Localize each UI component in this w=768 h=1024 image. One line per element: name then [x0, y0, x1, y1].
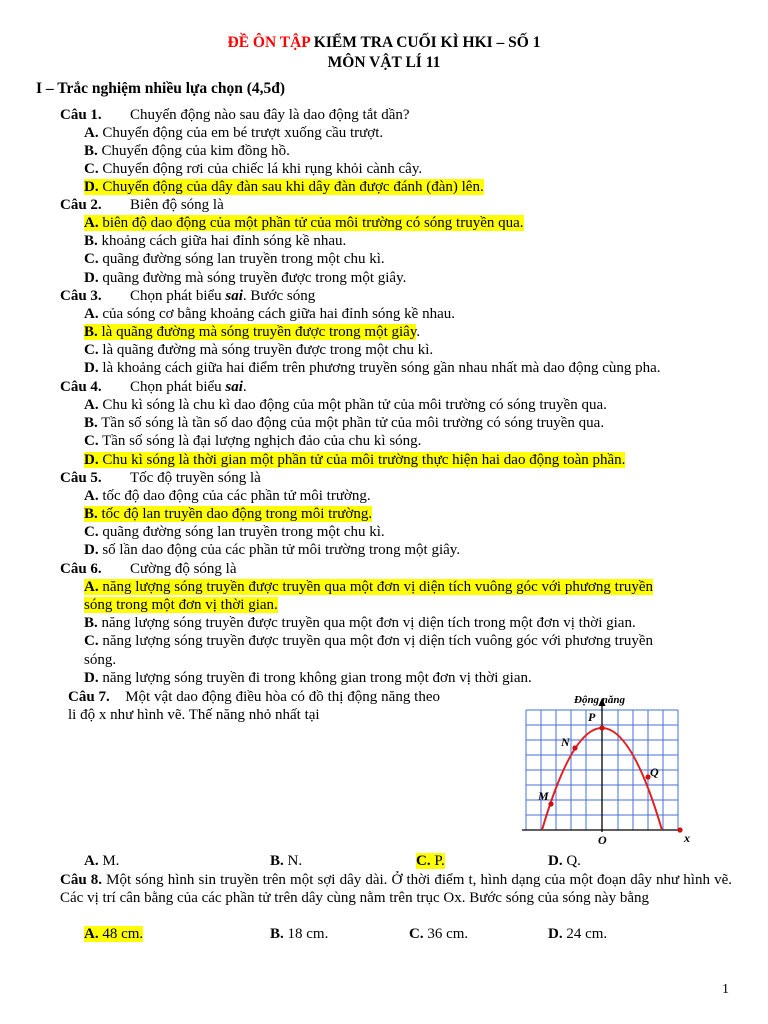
q7-option-c: C. P. — [416, 853, 445, 869]
q8-option-a: A. 48 cm. — [84, 926, 144, 942]
label-n: N — [561, 735, 570, 749]
q3-option-a: A. của sóng cơ bằng khoảng cách giữa hai đỉnh sóng kề nhau. — [84, 306, 455, 322]
q2-option-d: D. quãng đường mà sóng truyền được trong một giây. — [84, 270, 407, 286]
q5-option-d: D. số lần dao động của các phần tử môi trường trong một giây. — [84, 542, 461, 558]
q7-option-d: D. Q. — [548, 853, 581, 869]
q2-option-c: C. quãng đường sóng lan truyền trong một chu kì. — [84, 251, 385, 267]
q4-option-d: D. Chu kì sóng là thời gian một phần tử của môi trường thực hiện hai dao động toàn phần. — [84, 452, 626, 468]
question-text: Tốc độ truyền sóng là — [130, 470, 261, 486]
q8-option-d: D. 24 cm. — [548, 926, 608, 942]
q6-option-c: C. năng lượng sóng truyền được truyền qua một đơn vị diện tích vuông góc với phương truyền — [84, 633, 653, 649]
q6-option-c-cont: sóng. — [84, 652, 117, 668]
question-1 — [60, 106, 410, 124]
question-text: Một sóng hình sin truyền trên một sợi dây dài. Ở thời điểm t, hình dạng của một đoạn dây như hình vẽ. Các vị trí cân bằng của các phần tử trên dây cùng nằm trên trục Ox. Bước sóng của sóng này bằng — [60, 872, 732, 906]
question-number: Câu 8. — [60, 872, 103, 888]
x-axis-end-marker — [677, 827, 682, 832]
q4-option-c: C. Tần số sóng là đại lượng nghịch đảo của chu kì sóng. — [84, 433, 422, 449]
exam-title-rest: KIỂM TRA CUỐI KÌ HKI – SỐ 1 — [309, 34, 541, 51]
q2-option-a: A. biên độ dao động của một phần tử của môi trường có sóng truyền qua. — [84, 215, 524, 231]
question-number: Câu 2. — [60, 197, 102, 213]
point-p-marker — [599, 725, 604, 730]
graph-ylabel: Động năng — [574, 694, 626, 706]
q8-option-c: C. 36 cm. — [409, 926, 469, 942]
question-text: Một vật dao động điều hòa có đồ thị động năng theo li độ x như hình vẽ. Thế năng nhỏ nhất tại — [68, 689, 440, 723]
question-7 — [68, 688, 440, 724]
label-m: M — [538, 789, 549, 803]
q1-option-d: D. Chuyển động của dây đàn sau khi dây đàn được đánh (đàn) lên. — [84, 179, 484, 195]
question-text: Chuyển động nào sau đây là dao động tắt dần? — [130, 107, 410, 123]
q7-option-a: A. M. — [84, 853, 120, 869]
label-p: P — [588, 710, 596, 724]
q3-option-d: D. là khoảng cách giữa hai điểm trên phương truyền sóng gần nhau nhất mà dao động cùng pha. — [84, 360, 661, 376]
exam-subtitle: MÔN VẬT LÍ 11 — [327, 54, 441, 71]
q5-option-b: B. tốc độ lan truyền dao động trong môi trường. — [84, 506, 373, 522]
section-title: I – Trắc nghiệm nhiều lựa chọn (4,5đ) — [36, 80, 286, 97]
point-n-marker — [572, 745, 577, 750]
question-number: Câu 6. — [60, 561, 102, 577]
q2-option-b: B. khoảng cách giữa hai đỉnh sóng kề nhau. — [84, 233, 347, 249]
question-4: Câu 4. Chọn phát biểu sai. — [60, 379, 247, 395]
label-origin: O — [598, 833, 607, 847]
q1-option-c: C. Chuyển động rơi của chiếc lá khi rụng khỏi cành cây. — [84, 161, 423, 177]
question-number: Câu 4. — [60, 379, 102, 395]
q6-option-a: A. năng lượng sóng truyền được truyền qua một đơn vị diện tích vuông góc với phương truyền — [84, 579, 653, 595]
question-8 — [60, 871, 732, 907]
question-3: Câu 3. Chọn phát biểu sai. Bước sóng — [60, 288, 316, 304]
question-number: Câu 5. — [60, 470, 102, 486]
graph-xlabel: x — [684, 831, 690, 845]
q3-option-b: B. là quãng đường mà sóng truyền được trong một giây. — [84, 324, 421, 340]
question-text: Cường độ sóng là — [130, 561, 237, 577]
question-6 — [60, 560, 236, 578]
q3-option-c: C. là quãng đường mà sóng truyền được trong một chu kì. — [84, 342, 434, 358]
question-number: Câu 3. — [60, 288, 102, 304]
page-number: 1 — [722, 982, 729, 997]
q6-option-d: D. năng lượng sóng truyền đi trong không gian trong một đơn vị thời gian. — [84, 670, 532, 686]
q6-option-b: B. năng lượng sóng truyền được truyền qua một đơn vị diện tích trong một đơn vị thời gian. — [84, 615, 636, 631]
q8-option-b: B. 18 cm. — [270, 926, 329, 942]
question-number: Câu 1. — [60, 107, 102, 123]
q6-option-a-cont: sóng trong một đơn vị thời gian. — [84, 597, 278, 613]
q1-option-b: B. Chuyển động của kim đồng hồ. — [84, 143, 290, 159]
q5-option-a: A. tốc độ dao động của các phần tử môi trường. — [84, 488, 371, 504]
point-m-marker — [548, 801, 553, 806]
q4-option-b: B. Tần số sóng là tần số dao động của một phần tử của môi trường có sóng truyền qua. — [84, 415, 605, 431]
q1-option-a: A. Chuyển động của em bé trượt xuống cầu trượt. — [84, 125, 384, 141]
q7-option-b: B. N. — [270, 853, 303, 869]
exam-title-red: ĐỀ ÔN TẬP — [227, 34, 310, 51]
q4-option-a: A. Chu kì sóng là chu kì dao động của một phần tử của môi trường có sóng truyền qua. — [84, 397, 607, 413]
exam-title — [0, 33, 768, 53]
q5-option-c: C. quãng đường sóng lan truyền trong một chu kì. — [84, 524, 385, 540]
kinetic-energy-graph — [512, 688, 712, 850]
question-text: Biên độ sóng là — [130, 197, 224, 213]
question-2 — [60, 196, 224, 214]
label-q: Q — [650, 765, 659, 779]
question-5 — [60, 469, 261, 487]
question-number: Câu 7. — [68, 689, 110, 705]
